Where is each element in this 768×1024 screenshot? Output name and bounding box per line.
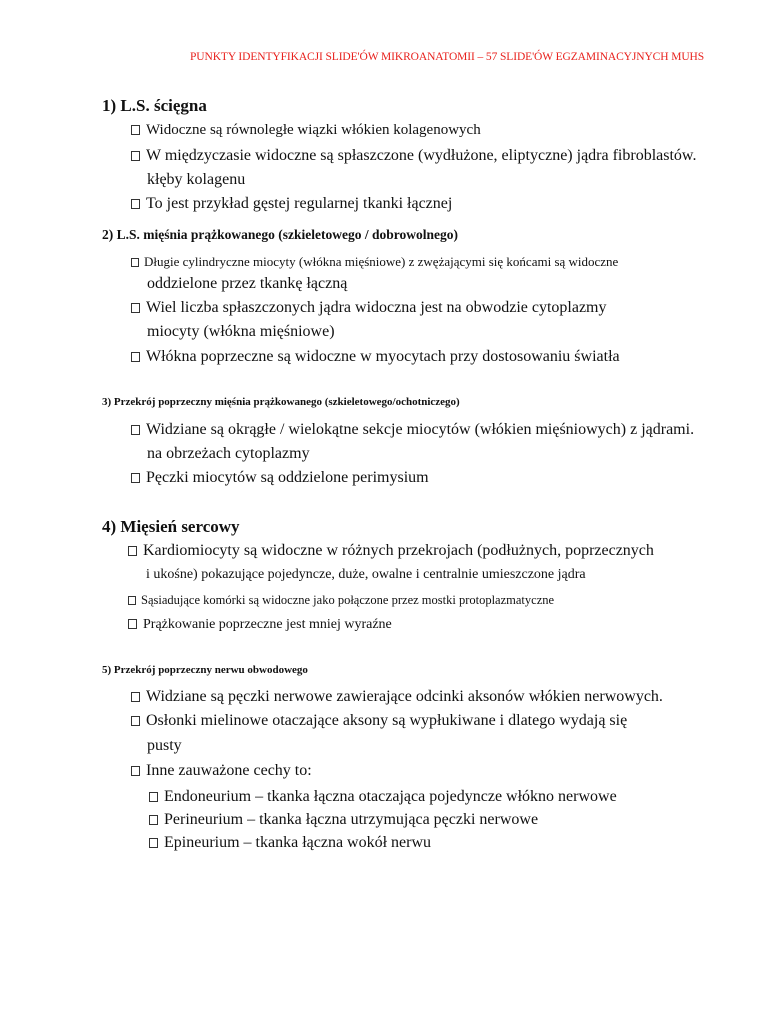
item-text: Perineurium – tkanka łączna utrzymująca pęczki nerwowe [164,811,539,828]
section-1-item-1 [131,122,481,139]
item-text: Widziane są pęczki nerwowe zawierające odcinki aksonów włókien nerwowych. [146,688,663,705]
item-text: Włókna poprzeczne są widoczne w myocytach przy dostosowaniu światła [146,348,620,365]
section-2-item-2 [131,299,607,317]
item-text: Pęczki miocytów są oddzielone perimysium [146,469,429,486]
section-5-subitem-3 [149,834,431,852]
section-1-item-2-continued: kłęby kolagenu [147,171,246,188]
item-text: Sąsiadujące komórki są widoczne jako połączone przez mostki protoplazmatyczne [141,593,555,607]
section-5-item-1 [131,688,663,706]
checkbox-icon [131,716,140,726]
item-text: Widoczne są równoległe wiązki włókien kolagenowych [146,122,481,138]
checkbox-icon [131,303,140,313]
section-3-heading: 3) Przekrój poprzeczny mięśnia prążkowanego (szkieletowego/ochotniczego) [102,396,460,408]
item-text: Prążkowanie poprzeczne jest mniej wyraźne [143,617,392,632]
document-header: PUNKTY IDENTYFIKACJI SLIDE'ÓW MIKROANATOMII – 57 SLIDE'ÓW EGZAMINACYJNYCH MUHS [190,51,705,63]
section-3-item-2 [131,469,429,487]
checkbox-icon [149,838,158,848]
item-text: Długie cylindryczne miocyty (włókna mięśniowe) z zwężającymi się końcami są widoczne [144,254,619,269]
section-4-item-2 [128,593,554,608]
item-text: Widziane są okrągłe / wielokątne sekcje miocytów (włókien mięśniowych) z jądrami. [146,421,695,438]
section-5-subitem-1 [149,788,617,806]
section-4-item-1 [128,542,654,560]
checkbox-icon [149,792,158,802]
section-5-item-2-continued: pusty [147,737,182,754]
section-4-item-1-continued: i ukośne) pokazujące pojedyncze, duże, owalne i centralnie umieszczone jądra [146,567,586,582]
checkbox-icon [131,258,139,267]
section-2-item-3 [131,348,620,366]
section-5-heading: 5) Przekrój poprzeczny nerwu obwodowego [102,664,308,676]
checkbox-icon [131,766,140,776]
section-2-heading: 2) L.S. mięśnia prążkowanego (szkieletowego / dobrowolnego) [102,227,458,242]
section-3-item-1-continued: na obrzeżach cytoplazmy [147,445,310,462]
checkbox-icon [128,546,137,556]
checkbox-icon [131,473,140,483]
section-2-item-2-continued: miocyty (włókna mięśniowe) [147,323,335,340]
section-2-item-1-continued: oddzielone przez tkankę łączną [147,275,348,292]
checkbox-icon [131,125,140,135]
checkbox-icon [131,151,140,161]
item-text: Inne zauważone cechy to: [146,762,312,779]
checkbox-icon [131,425,140,435]
section-5-subitem-2 [149,811,538,829]
item-text: Wiel liczba spłaszczonych jądra widoczna jest na obwodzie cytoplazmy [146,299,607,316]
item-text: Endoneurium – tkanka łączna otaczająca pojedyncze włókno nerwowe [164,788,617,805]
item-text: Kardiomiocyty są widoczne w różnych przekrojach (podłużnych, poprzecznych [143,542,654,559]
checkbox-icon [149,815,158,825]
section-1-heading: 1) L.S. ścięgna [102,96,207,115]
section-5-item-3 [131,762,312,780]
checkbox-icon [128,619,137,629]
section-4-heading: 4) Mięsień sercowy [102,517,240,536]
section-3-item-1 [131,421,694,439]
section-5-item-2 [131,712,627,730]
checkbox-icon [128,596,136,605]
section-1-item-2 [131,147,696,165]
section-4-item-3 [128,617,392,633]
section-1-item-3 [131,195,452,213]
item-text: To jest przykład gęstej regularnej tkanki łącznej [146,195,453,212]
item-text: Epineurium – tkanka łączna wokół nerwu [164,834,432,851]
checkbox-icon [131,199,140,209]
section-2-item-1 [131,254,618,270]
item-text: Osłonki mielinowe otaczające aksony są wypłukiwane i dlatego wydają się [146,712,628,729]
checkbox-icon [131,692,140,702]
item-text: W międzyczasie widoczne są spłaszczone (wydłużone, eliptyczne) jądra fibroblastów. [146,147,697,164]
checkbox-icon [131,352,140,362]
